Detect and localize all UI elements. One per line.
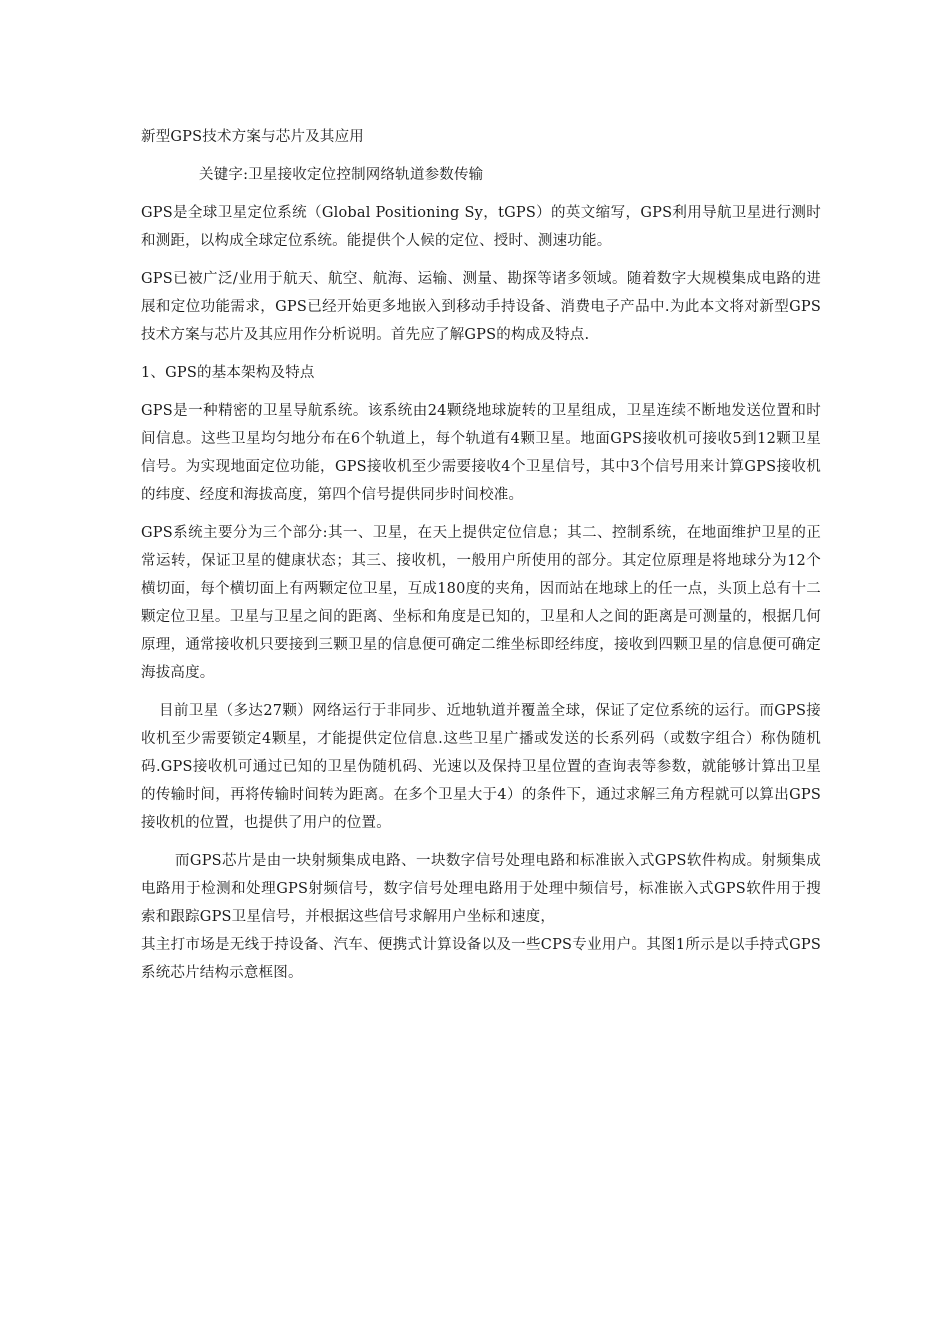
section-heading: 1、GPS的基本架构及特点: [141, 365, 315, 381]
paragraph-market: 其主打市场是无线于持设备、汽车、便携式计算设备以及一些CPS专业用户。其图1所示是以手持式GPS系统芯片结构示意框图。: [141, 937, 821, 981]
paragraph-system-overview: GPS是一种精密的卫星导航系统。该系统由24颗绕地球旋转的卫星组成，卫星连续不断地发送位置和时间信息。这些卫星均匀地分布在6个轨道上，每个轨道有4颗卫星。地面GPS接收机可接收5到12颗卫星信号。为实现地面定位功能，GPS接收机至少需要接收4个卫星信号，其中3个信号用来计算GPS接收机的纬度、经度和海拔高度，第四个信号提供同步时间校准。: [141, 403, 821, 503]
paragraph-system-parts: GPS系统主要分为三个部分:其一、卫星，在天上提供定位信息；其二、控制系统，在地面维护卫星的正常运转，保证卫星的健康状态；其三、接收机，一般用户所使用的部分。其定位原理是将地球分为12个横切面，每个横切面上有两颗定位卫星，互成180度的夹角，因而站在地球上的任一点，头顶上总有十二颗定位卫星。卫星与卫星之间的距离、坐标和角度是已知的，卫星和人之间的距离是可测量的，根据几何原理，通常接收机只要接到三颗卫星的信息便可确定二维坐标即经纬度，接收到四颗卫星的信息便可确定海拔高度。: [141, 525, 821, 681]
document-body: [141, 123, 821, 987]
document-title: 新型GPS技术方案与芯片及其应用: [141, 129, 364, 145]
keywords-line: 关键字:卫星接收定位控制网络轨道参数传输: [199, 167, 484, 183]
paragraph-applications: GPS已被广泛/业用于航天、航空、航海、运输、测量、勘探等诸多领域。随着数字大规模集成电路的进展和定位功能需求，GPS已经开始更多地嵌入到移动手持设备、消费电子产品中.为此本文将对新型GPS技术方案与芯片及其应用作分析说明。首先应了解GPS的构成及特点.: [141, 271, 821, 343]
paragraph-gps-chip: 而GPS芯片是由一块射频集成电路、一块数字信号处理电路和标准嵌入式GPS软件构成。射频集成电路用于检测和处理GPS射频信号，数字信号处理电路用于处理中频信号，标准嵌入式GPS软件用于搜索和跟踪GPS卫星信号，并根据这些信号求解用户坐标和速度，: [141, 853, 821, 925]
paragraph-satellite-network: 目前卫星（多达27颗）网络运行于非同步、近地轨道并覆盖全球，保证了定位系统的运行。而GPS接收机至少需要锁定4颗星，才能提供定位信息.这些卫星广播或发送的长系列码（或数字组合）称伪随机码.GPS接收机可通过已知的卫星伪随机码、光速以及保持卫星位置的查询表等参数，就能够计算出卫星的传输时间，再将传输时间转为距离。在多个卫星大于4）的条件下，通过求解三角方程就可以算出GPS接收机的位置，也提供了用户的位置。: [141, 703, 821, 831]
paragraph-intro: GPS是全球卫星定位系统（Global Positioning Sy，tGPS）的英文缩写，GPS利用导航卫星进行测时和测距，以构成全球定位系统。能提供个人候的定位、授时、测速功能。: [141, 205, 821, 249]
